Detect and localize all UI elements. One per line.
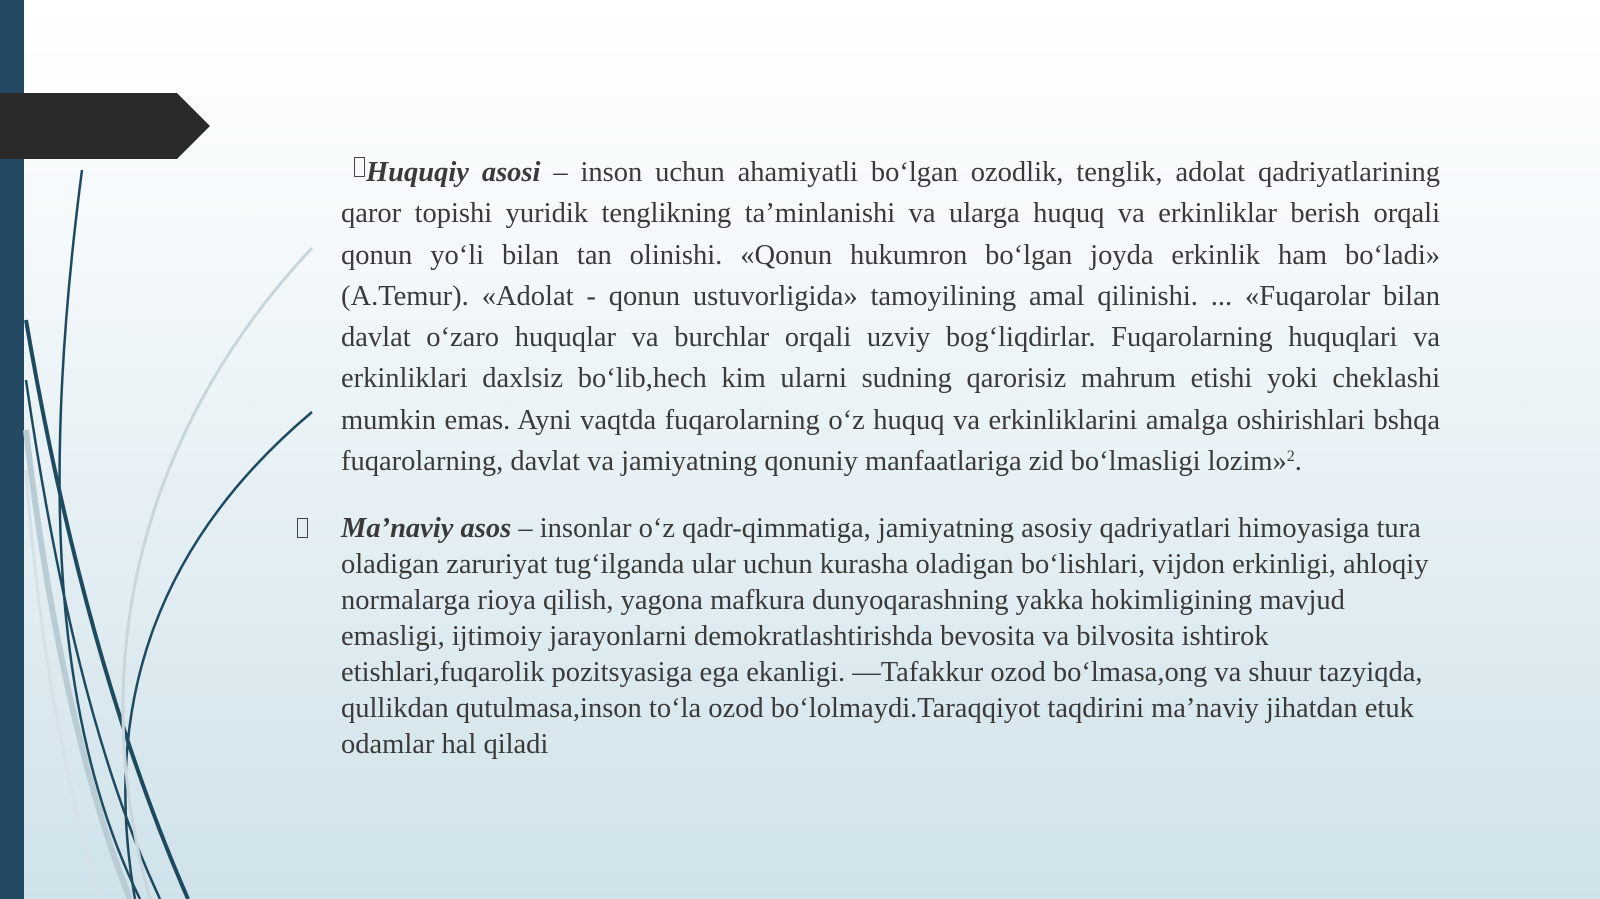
paragraph-spiritual-basis bbox=[341, 511, 1440, 763]
curve-dark-2 bbox=[26, 320, 188, 899]
footnote-marker: 2 bbox=[1286, 448, 1295, 466]
curve-dark-1 bbox=[59, 170, 140, 899]
legal-basis-end: . bbox=[1294, 446, 1302, 478]
paragraph-legal-basis bbox=[341, 152, 1440, 482]
spiritual-basis-text: – insonlar o‘z qadr-qimmatiga, jamiyatning asosiy qadriyatlari himoyasiga tura oladigan zaruriyat tug‘ilganda ular uchun kurasha oladigan bo‘lishlari, vijdon erkinligi, ahloqiy normalarga rioya qilish, yagona mafkura dunyoqarashning yakka hokimligining mavjud emasligi, ijtimoiy jarayonlarni demokratlashtirishda bevosita va bilvosita ishtirok etishlari,fuqarolik pozitsyasiga ega ekanligi. —Tafakkur ozod bo‘lmasa,ong va shuur tazyiqda, qullikdan qutulmasa,inson to‘la ozod bo‘lolmaydi.Taraqqiyot taqdirini ma’naviy jihatdan etuk odamlar hal qiladi bbox=[341, 513, 1429, 760]
curve-light-2 bbox=[26, 430, 130, 899]
curve-dark-3 bbox=[26, 380, 160, 899]
spiritual-basis-term: Ma’naviy asos bbox=[341, 513, 512, 544]
missing-glyph-bullet-icon bbox=[354, 157, 365, 177]
curve-light-1 bbox=[123, 248, 312, 899]
legal-basis-text: – inson uchun ahamiyatli bo‘lgan ozodlik, tenglik, adolat qadriyatlarining qaror topishi yuridik tenglikning ta’minlanishi va ularga huquq va erkinliklar berish orqali qonun yo‘li bilan tan olinishi. «Qonun hukumron bo‘lgan joyda erkinlik ham bo‘ladi» (A.Temur). «Adolat - qonun ustuvorligida» tamoyilining amal qilinishi. ... «Fuqarolar bilan davlat o‘zaro huquqlar va burchlar orqali uzviy bog‘liqdirlar. Fuqarolarning huquqlari va erkinliklari daxlsiz bo‘lib,hech kim ularni sudning qarorisiz mahrum etishi yoki cheklashi mumkin emas. Ayni vaqtda fuqarolarning o‘z huquq va erkinliklarini amalga oshirishlari bshqa fuqarolarning, davlat va jamiyatning qonuniy manfaatlariga zid bo‘lmasligi lozim» bbox=[341, 157, 1440, 478]
curve-light-3 bbox=[26, 470, 100, 899]
curve-dark-4 bbox=[125, 412, 312, 899]
legal-basis-term: Huquqiy asosi bbox=[366, 157, 541, 188]
arrow-banner-shape bbox=[0, 93, 210, 159]
missing-glyph-bullet-icon bbox=[297, 518, 308, 538]
